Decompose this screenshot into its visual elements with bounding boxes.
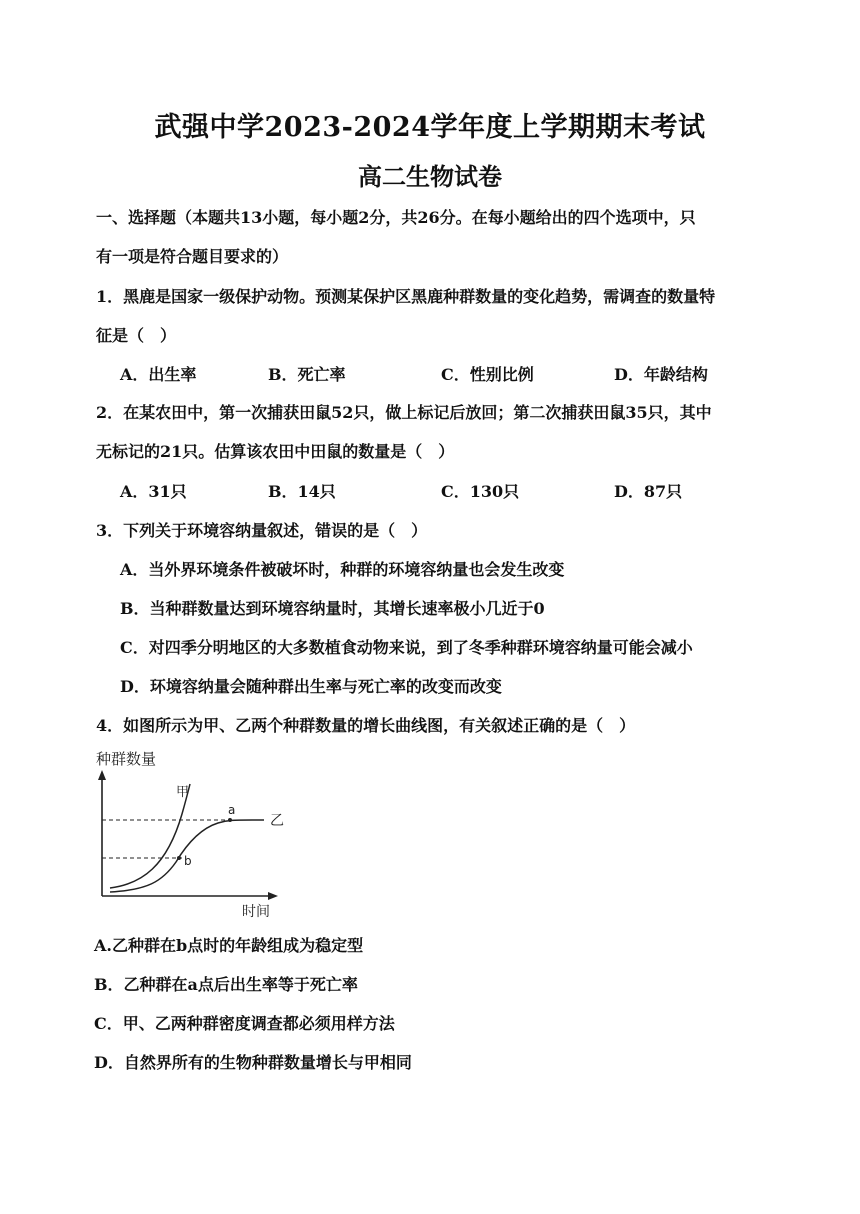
q2-option-b: B．14只 xyxy=(268,482,336,501)
q3-option-c: C．对四季分明地区的大多数植食动物来说，到了冬季种群环境容纳量可能会减小 xyxy=(120,638,693,657)
q1-option-b: B．死亡率 xyxy=(268,365,346,384)
exam-title: 武强中学2023-2024学年度上学期期末考试 xyxy=(154,112,706,143)
q3-option-b: B．当种群数量达到环境容纳量时，其增长速率极小几近于0 xyxy=(120,599,545,618)
q2-option-c: C．130只 xyxy=(441,482,520,501)
q2-option-a: A．31只 xyxy=(120,482,187,501)
q2-stem-line1: 2．在某农田中，第一次捕获田鼠52只，做上标记后放回；第二次捕获田鼠35只，其中 xyxy=(96,403,712,422)
section-instructions-line2: 有一项是符合题目要求的） xyxy=(96,247,289,266)
curve-yi-label: 乙 xyxy=(270,813,284,829)
x-axis-arrow-icon xyxy=(268,892,278,900)
point-a-marker xyxy=(228,818,232,822)
y-axis-arrow-icon xyxy=(98,770,106,780)
q3-option-d: D．环境容纳量会随种群出生率与死亡率的改变而改变 xyxy=(120,677,502,696)
point-b-marker xyxy=(177,856,181,860)
q4-option-b: B．乙种群在a点后出生率等于死亡率 xyxy=(94,975,358,994)
q4-stem: 4．如图所示为甲、乙两个种群数量的增长曲线图，有关叙述正确的是（ ） xyxy=(96,716,636,735)
q4-option-c: C．甲、乙两种群密度调查都必须用样方法 xyxy=(94,1014,395,1033)
q1-stem-line1: 1．黑鹿是国家一级保护动物。预测某保护区黑鹿种群数量的变化趋势，需调查的数量特 xyxy=(96,287,716,306)
q1-stem-line2: 征是（ ） xyxy=(96,326,177,345)
q3-stem: 3．下列关于环境容纳量叙述，错误的是（ ） xyxy=(96,521,428,540)
q4-option-d: D．自然界所有的生物种群数量增长与甲相同 xyxy=(94,1053,412,1072)
q2-stem-line2: 无标记的21只。估算该农田中田鼠的数量是（ ） xyxy=(96,442,455,461)
curve-jia-label: 甲 xyxy=(176,785,190,800)
point-b-label: b xyxy=(184,854,192,868)
figure-xlabel: 时间 xyxy=(242,904,270,920)
figure-ylabel: 种群数量 xyxy=(96,750,157,768)
exam-subtitle: 高二生物试卷 xyxy=(358,162,502,191)
q1-option-d: D．年龄结构 xyxy=(614,365,708,384)
curve-yi xyxy=(110,820,252,892)
population-growth-figure xyxy=(92,744,302,920)
q2-option-d: D．87只 xyxy=(614,482,683,501)
section-instructions-line1: 一、选择题（本题共13小题，每小题2分，共26分。在每小题给出的四个选项中，只 xyxy=(96,208,696,227)
q3-option-a: A．当外界环境条件被破坏时，种群的环境容纳量也会发生改变 xyxy=(120,560,565,579)
q4-option-a: A.乙种群在b点时的年龄组成为稳定型 xyxy=(94,936,364,955)
point-a-label: a xyxy=(228,803,236,817)
q1-option-c: C．性别比例 xyxy=(441,365,534,384)
q1-option-a: A．出生率 xyxy=(120,365,197,384)
